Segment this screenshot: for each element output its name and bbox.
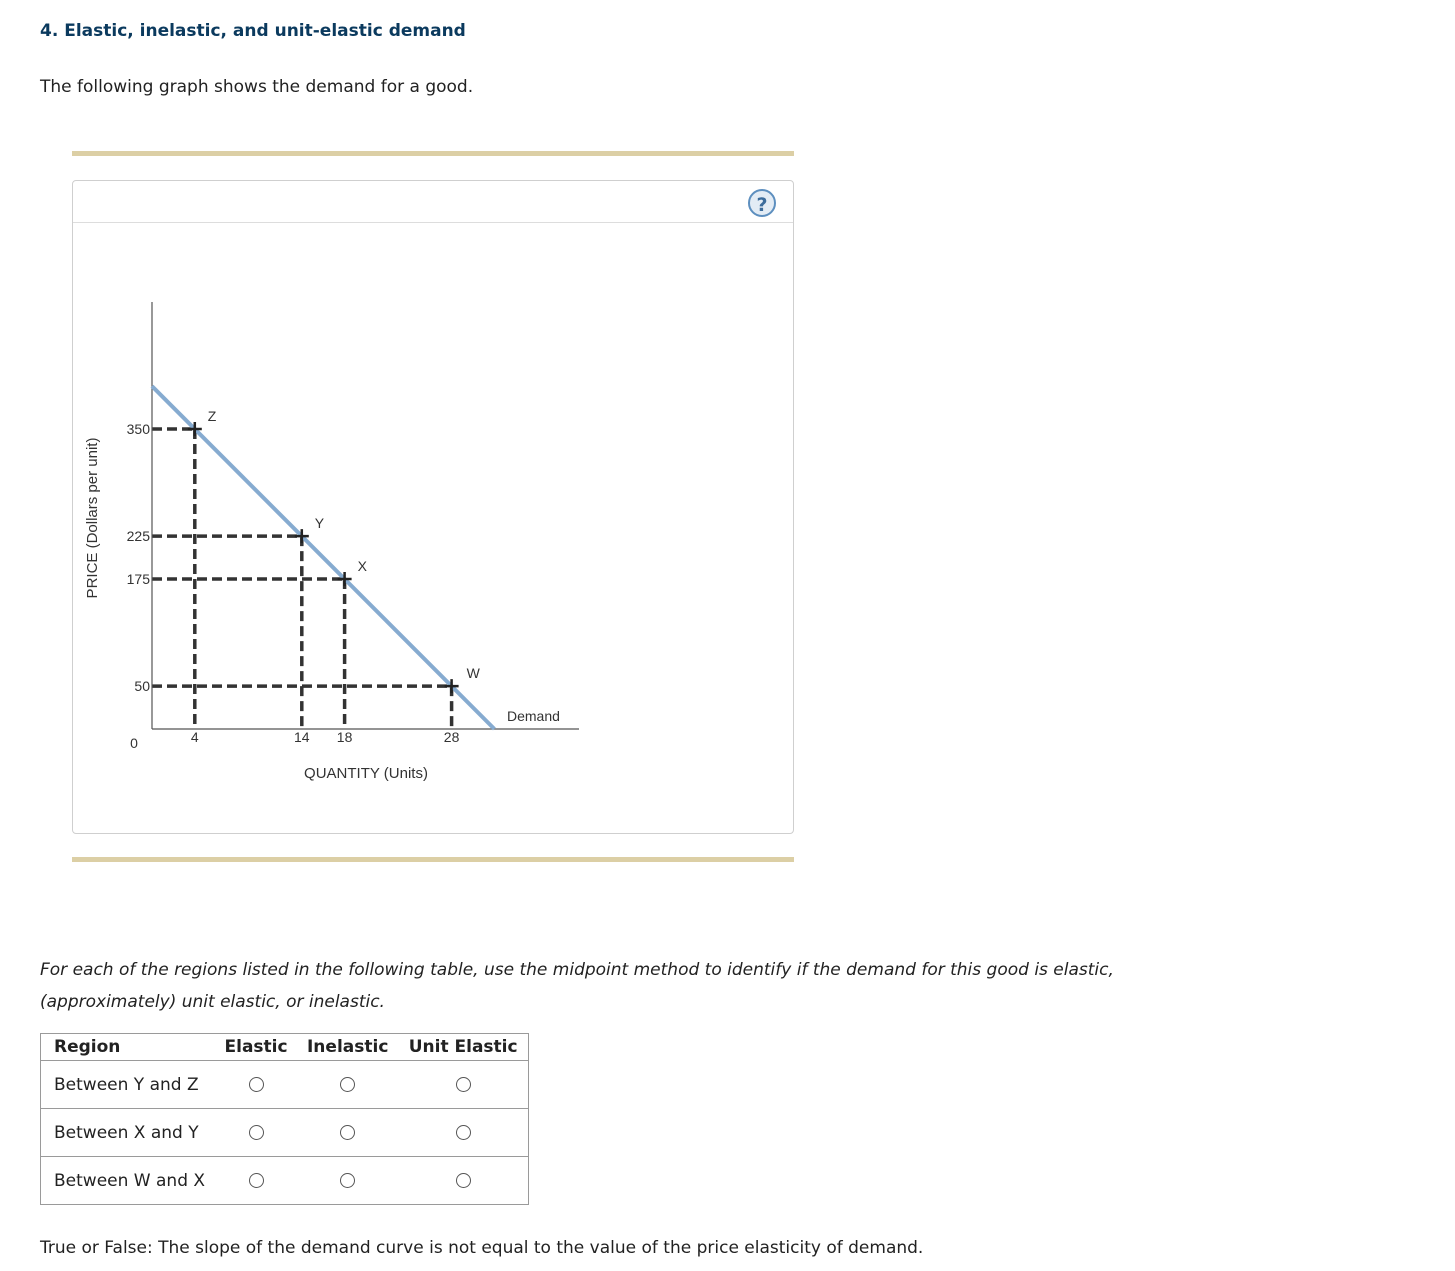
point-label-x: X — [357, 558, 367, 575]
inelastic-cell — [297, 1109, 398, 1157]
point-label-w: W — [466, 665, 480, 682]
inelastic-cell — [297, 1061, 398, 1109]
intro-text: The following graph shows the demand for a good. — [40, 77, 474, 97]
radio-wx-unit-elastic[interactable] — [456, 1173, 471, 1188]
radio-yz-inelastic[interactable] — [340, 1077, 355, 1092]
radio-xy-inelastic[interactable] — [340, 1125, 355, 1140]
point-label-y: Y — [314, 515, 325, 532]
elasticity-table — [40, 1033, 529, 1205]
elastic-cell — [215, 1157, 297, 1205]
radio-wx-inelastic[interactable] — [340, 1173, 355, 1188]
origin-label: 0 — [130, 735, 138, 751]
table-row — [41, 1061, 529, 1109]
bottom-divider — [72, 857, 794, 862]
x-tick-14: 14 — [294, 729, 310, 745]
table-row — [41, 1157, 529, 1205]
demand-label: Demand — [507, 708, 560, 724]
elastic-cell — [215, 1109, 297, 1157]
table-row — [41, 1109, 529, 1157]
region-cell: Between W and X — [41, 1157, 216, 1205]
radio-yz-unit-elastic[interactable] — [456, 1077, 471, 1092]
guide-lines — [152, 429, 452, 729]
question-title: 4. Elastic, inelastic, and unit-elastic demand — [40, 21, 466, 41]
radio-wx-elastic[interactable] — [249, 1173, 264, 1188]
x-axis-title: QUANTITY (Units) — [304, 765, 428, 782]
point-label-z: Z — [207, 408, 217, 425]
region-cell: Between X and Y — [41, 1109, 216, 1157]
graph-panel — [72, 180, 794, 834]
region-cell: Between Y and Z — [41, 1061, 216, 1109]
unit-elastic-cell — [398, 1157, 528, 1205]
help-button[interactable]: ? — [748, 189, 776, 217]
x-tick-28: 28 — [443, 729, 460, 745]
unit-elastic-cell — [398, 1061, 528, 1109]
y-axis-title: PRICE (Dollars per unit) — [84, 437, 101, 599]
y-tick-175: 175 — [126, 571, 150, 588]
y-tick-350: 350 — [126, 421, 150, 438]
elastic-cell — [215, 1061, 297, 1109]
col-header-region: Region — [41, 1034, 216, 1061]
demand-curve — [152, 386, 494, 729]
col-header-unit-elastic: Unit Elastic — [398, 1034, 528, 1061]
instructions-text: For each of the regions listed in the following table, use the midpoint method to identify if the demand for this good is elastic, (approximately) unit elastic, or inelastic. — [40, 960, 1114, 1012]
top-divider — [72, 151, 794, 156]
x-tick-4: 4 — [190, 729, 199, 745]
y-tick-225: 225 — [126, 528, 150, 545]
radio-xy-unit-elastic[interactable] — [456, 1125, 471, 1140]
true-false-question: True or False: The slope of the demand curve is not equal to the value of the price elasticity of demand. — [40, 1238, 924, 1258]
x-tick-18: 18 — [336, 729, 353, 745]
inelastic-cell — [297, 1157, 398, 1205]
unit-elastic-cell — [398, 1109, 528, 1157]
table-header-row — [41, 1034, 529, 1061]
demand-chart — [73, 181, 793, 833]
y-tick-50: 50 — [134, 678, 150, 695]
col-header-inelastic: Inelastic — [297, 1034, 398, 1061]
col-header-elastic: Elastic — [215, 1034, 297, 1061]
radio-xy-elastic[interactable] — [249, 1125, 264, 1140]
radio-yz-elastic[interactable] — [249, 1077, 264, 1092]
